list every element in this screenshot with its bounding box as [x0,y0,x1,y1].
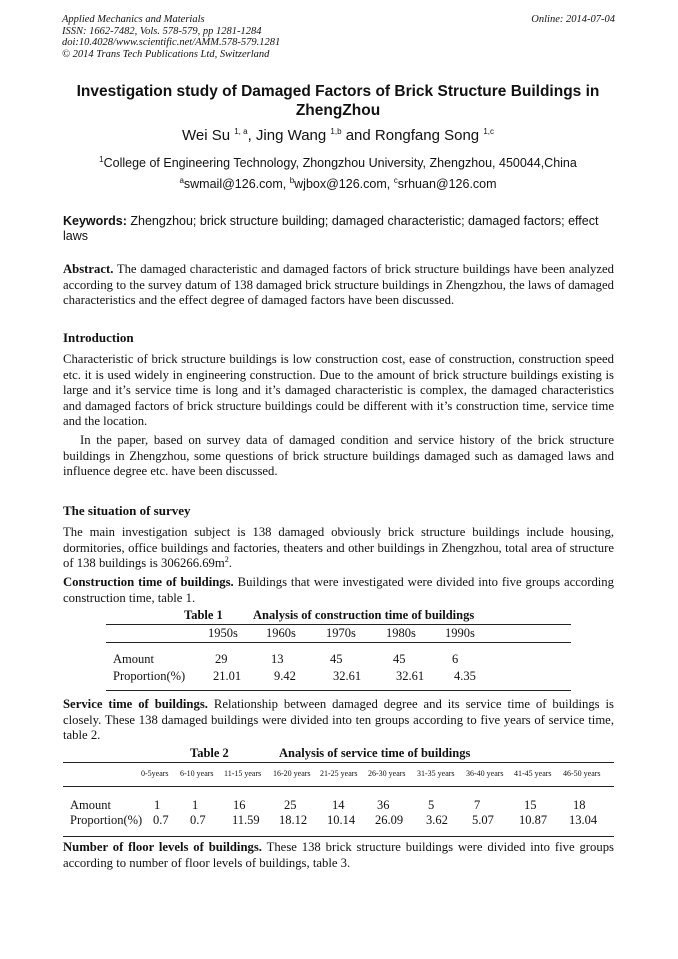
table1-top-rule [106,624,571,625]
email-a-sup: a [179,175,184,185]
floor-levels-paragraph [63,840,614,871]
service-time-label: Service time of buildings. [63,697,208,711]
table2-amount-cell: 7 [474,798,481,812]
table2-header-rule [63,786,614,787]
table2-proportion-cell: 18.12 [279,813,308,827]
copyright: © 2014 Trans Tech Publications Ltd, Switzerland [62,48,270,60]
table1-amount-cell: 6 [452,652,459,666]
table1-amount-cell: 45 [393,652,406,666]
service-time-text: Relationship between damaged degree and its service time of buildings is closely. These 138 damaged buildings were divided into ten groups according to five years of service time, table 2. [63,697,614,742]
abstract-text: The damaged characteristic and damaged factors of brick structure buildings have been analyzed according to the survey datum of 138 damaged brick structure buildings in Zhengzhou, the laws of damaged characteristics and the effect degree of damaged factors have been discussed. [63,262,614,307]
table1-col-1970s: 1970s [326,626,356,640]
table1-col-1950s: 1950s [208,626,238,640]
construction-time-text: Buildings that were investigated were divided into five groups according construction time, table 1. [63,575,614,605]
table2-top-rule [63,762,614,763]
table2-amount-cell: 18 [573,798,586,812]
table1-proportion-cell: 32.61 [333,669,362,683]
table1-proportion-cell: 32.61 [396,669,425,683]
table2-amount-cell: 16 [233,798,246,812]
area-unit-sup: 2 [224,554,229,564]
table2-col-header: 16-20 years [273,769,311,778]
table2-amount-cell: 25 [284,798,297,812]
author-3-sup: 1,c [483,127,494,136]
table1-proportion-cell: 21.01 [213,669,242,683]
table2-row-amount-label: Amount [70,798,111,812]
table2-col-header: 26-30 years [368,769,406,778]
table2-col-header: 0-5years [141,769,169,778]
table2-row-proportion-label: Proportion(%) [70,813,143,827]
table1-proportion-cell: 9.42 [274,669,296,683]
table2-amount-cell: 15 [524,798,537,812]
table2-col-header: 31-35 years [417,769,455,778]
doi: doi:10.4028/www.scientific.net/AMM.578-579.1281 [62,37,281,48]
email-a: swmail@126.com, [183,177,290,191]
author-2-sup: 1,b [330,127,342,136]
table2-col-header: 41-45 years [514,769,552,778]
service-time-paragraph [63,697,614,744]
title-line-2: ZhengZhou [295,102,381,119]
author-1: Wei Su [181,127,235,144]
issn: ISSN: 1662-7482, Vols. 578-579, pp 1281-1284 [62,25,262,37]
email-b: wjbox@126.com, [294,177,394,191]
table1-bottom-rule [106,690,571,691]
table2-proportion-cell: 0.7 [190,813,206,827]
construction-time-paragraph [63,575,614,606]
construction-time-label: Construction time of buildings. [63,575,234,589]
table2-proportion-cell: 5.07 [472,813,494,827]
table1-col-1980s: 1980s [386,626,416,640]
table1-col-1990s: 1990s [445,626,475,640]
table1-header-rule [106,642,571,643]
floor-levels-label: Number of floor levels of buildings. [63,840,262,854]
emails [62,177,614,191]
table2-col-header: 21-25 years [320,769,358,778]
survey-heading: The situation of survey [63,503,191,518]
table1-amount-cell: 29 [215,652,228,666]
journal-header [62,14,280,60]
email-c-sup: c [393,175,398,185]
table2-proportion-cell: 10.87 [519,813,548,827]
author-2: , Jing Wang [247,127,331,144]
online-date: Online: 2014-07-04 [531,14,615,25]
table2-amount-cell: 14 [332,798,345,812]
table2-amount-cell: 36 [377,798,390,812]
table2-proportion-cell: 13.04 [569,813,598,827]
table2-col-header: 36-40 years [466,769,504,778]
floor-levels-text: These 138 brick structure buildings were divided into five groups according to number of floor levels of buildings, table 3. [63,840,614,870]
keywords-text: Zhengzhou; brick structure building; damaged characteristic; damaged factors; effect laws [63,214,599,243]
author-3: and Rongfang Song [341,127,484,144]
table1-row-amount-label: Amount [113,652,154,666]
keywords-label: Keywords: [63,214,127,228]
abstract [63,262,614,309]
email-b-sup: b [289,175,295,185]
survey-end: . [228,556,232,570]
intro-paragraph-1: Characteristic of brick structure buildings is low construction cost, ease of construction, construction speed etc. it is used widely in engineering construction. Due to the amount of brick structure buildings existing is large and it’s service time is long and it’s damaged characteristic is complex, the damaged characteristics and damaged factors of brick structure buildings could be different with it’s construction time, service time and the location. [63,352,614,428]
title-line-1: Investigation study of Damaged Factors of Brick Structure Buildings in [76,83,600,100]
table2-bottom-rule [63,836,614,837]
paper-title [62,82,614,120]
table2-col-header: 6-10 years [180,769,214,778]
journal-name: Applied Mechanics and Materials [62,14,205,25]
table1-row-proportion-label: Proportion(%) [113,669,186,683]
table1-col-1960s: 1960s [266,626,296,640]
affiliation [62,156,614,170]
table2-proportion-cell: 11.59 [232,813,260,827]
keywords [63,214,614,244]
table2-amount-cell: 1 [192,798,199,812]
table2-proportion-cell: 3.62 [426,813,448,827]
table2-col-header: 11-15 years [224,769,262,778]
table2-proportion-cell: 26.09 [375,813,404,827]
table1-title: Analysis of construction time of buildings [253,608,475,622]
email-c: srhuan@126.com [397,177,497,191]
survey-paragraph [63,525,614,572]
table2-proportion-cell: 10.14 [327,813,356,827]
author-1-sup: 1, a [234,127,248,136]
table2-label: Table 2 [190,746,229,760]
intro-heading: Introduction [63,330,134,345]
affiliation-sup: 1 [99,154,104,164]
table2-amount-cell: 5 [428,798,435,812]
table1-amount-cell: 13 [271,652,284,666]
table2-col-header: 46-50 years [563,769,601,778]
intro-paragraph-2: In the paper, based on survey data of damaged condition and service history of the brick structure buildings in Zhengzhou, some questions of brick structure buildings damaged such as damaged laws and influence degree etc. have been discussed. [63,433,614,478]
table1-label: Table 1 [184,608,223,622]
table2-amount-cell: 1 [154,798,161,812]
table2-proportion-cell: 0.7 [153,813,169,827]
authors [62,127,614,144]
table1-proportion-cell: 4.35 [454,669,476,683]
abstract-label: Abstract. [63,262,114,276]
table2-title: Analysis of service time of buildings [279,746,471,760]
affiliation-text: College of Engineering Technology, Zhongzhou University, Zhengzhou, 450044,China [103,156,577,170]
survey-text: The main investigation subject is 138 damaged obviously brick structure buildings include housing, dormitories, office buildings and factories, theaters and other buildings in Zhengzhou, total area of structure of 138 buildings is 306266.69m [63,525,614,570]
table1-amount-cell: 45 [330,652,343,666]
